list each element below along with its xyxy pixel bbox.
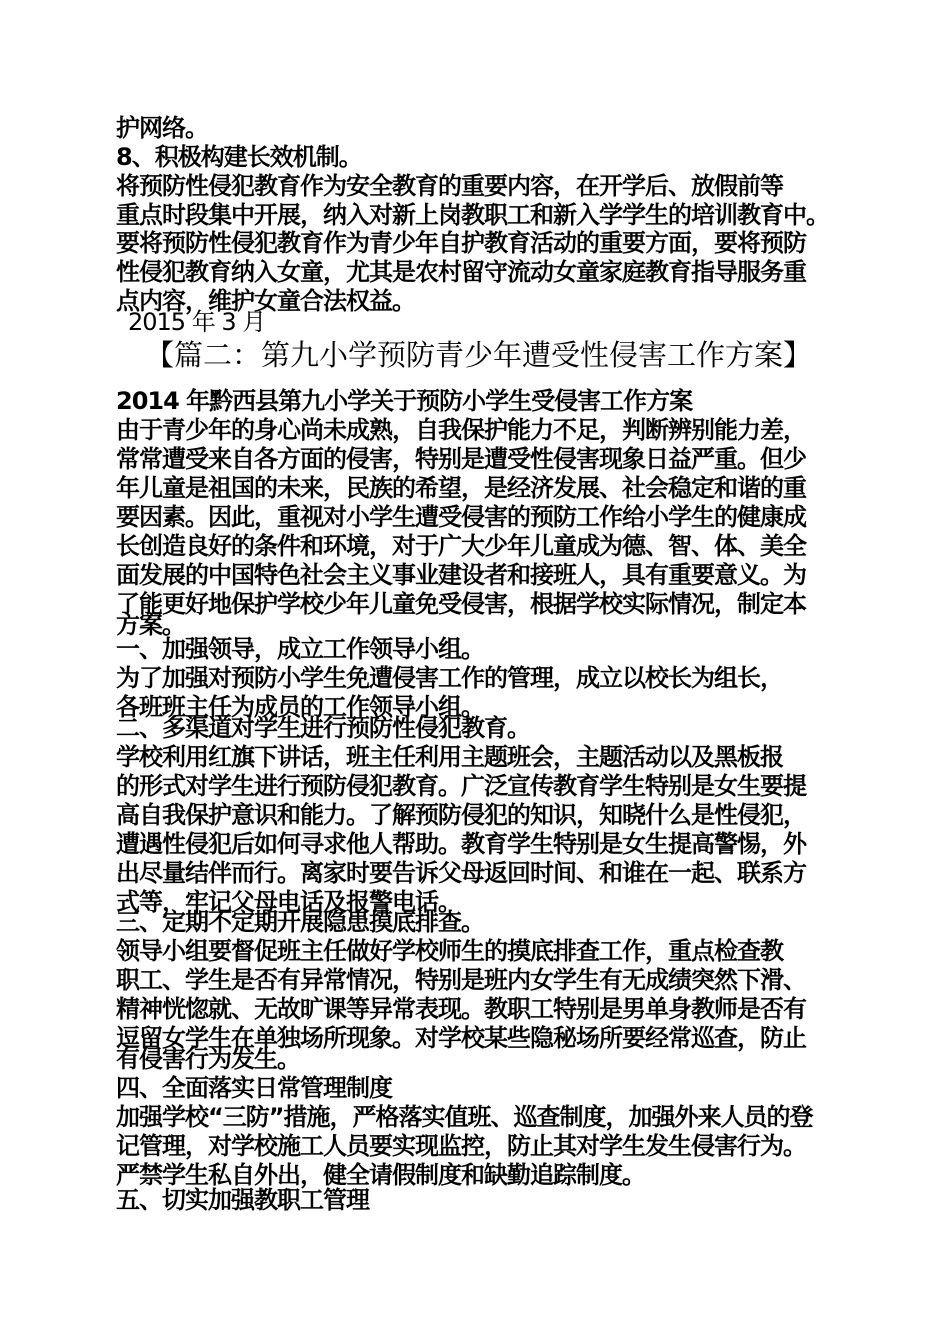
text-line: 重点时段集中开展，纳入对新上岗教职工和新入学学生的培训教育中。 <box>116 201 829 229</box>
text-line: 为了加强对预防小学生免遭侵害工作的管理，成立以校长为组长， <box>116 664 783 692</box>
text-line: 点内容，维护女童合法权益。 <box>116 287 415 315</box>
section-heading: 二、多渠道对学生进行预防性侵犯教育。 <box>116 714 530 742</box>
text-line: 性侵犯教育纳入女童，尤其是农村留守流动女童家庭教育指导服务重 <box>116 258 806 286</box>
text-line: 护网络。 <box>116 114 208 142</box>
text-line: 严禁学生私自外出，健全请假制度和缺勤追踪制度。 <box>116 1161 645 1189</box>
text-line: 了能更好地保护学校少年儿童免受侵害，根据学校实际情况，制定本 <box>116 590 806 618</box>
text-line: 精神恍惚就、无故旷课等异常表现。教职工特别是男单身教师是否有 <box>116 995 806 1023</box>
text-line: 职工、学生是否有异常情况，特别是班内女学生有无成绩突然下滑、 <box>116 966 806 994</box>
text-line: 常常遭受来自各方面的侵害，特别是遭受性侵害现象日益严重。但少 <box>116 445 806 473</box>
text-line: 要将预防性侵犯教育作为青少年自护教育活动的重要方面，要将预防 <box>116 229 806 257</box>
section-heading: 四、全面落实日常管理制度 <box>116 1074 392 1102</box>
text-line: 遭遇性侵犯后如何寻求他人帮助。教育学生特别是女生提高警惕，外 <box>116 830 806 858</box>
text-line: 各班班主任为成员的工作领导小组。 <box>116 693 484 721</box>
text-line: 要因素。因此，重视对小学生遭受侵害的预防工作给小学生的健康成 <box>116 503 806 531</box>
text-line: 面发展的中国特色社会主义事业建设者和接班人，具有重要意义。为 <box>116 561 806 589</box>
section-heading: 一、加强领导，成立工作领导小组。 <box>116 635 484 663</box>
article-subtitle: 2014 年黔西县第九小学关于预防小学生受侵害工作方案 <box>116 387 693 415</box>
text-line: 高自我保护意识和能力。了解预防侵犯的知识，知晓什么是性侵犯， <box>116 801 806 829</box>
text-line: 记管理，对学校施工人员要实现监控，防止其对学生发生侵害行为。 <box>116 1132 806 1160</box>
text-line: 的形式对学生进行预防侵犯教育。广泛宣传教育学生特别是女生要提 <box>116 772 806 800</box>
text-line: 式等，牢记父母电话及报警电话。 <box>116 888 461 916</box>
text-line: 逗留女学生在单独场所现象。对学校某些隐秘场所要经常巡查，防止 <box>116 1024 806 1052</box>
text-line: 年儿童是祖国的未来，民族的希望，是经济发展、社会稳定和谐的重 <box>116 474 806 502</box>
text-line: 8、积极构建长效机制。 <box>116 143 362 171</box>
section-heading: 五、切实加强教职工管理 <box>116 1186 369 1214</box>
text-line: 长创造良好的条件和环境，对于广大少年儿童成为德、智、体、美全 <box>116 532 806 560</box>
text-line: 方案。 <box>116 611 185 639</box>
text-line: 出尽量结伴而行。离家时要告诉父母返回时间、和谁在一起、联系方 <box>116 859 806 887</box>
text-line: 学校利用红旗下讲话，班主任利用主题班会，主题活动以及黑板报 <box>116 743 783 771</box>
date-line: 2015 年 3 月 <box>128 308 266 336</box>
text-line: 由于青少年的身心尚未成熟，自我保护能力不足，判断辨别能力差， <box>116 416 806 444</box>
section-heading: 三、定期不定期开展隐患摸底排查。 <box>116 908 484 936</box>
text-line: 将预防性侵犯教育作为安全教育的重要内容，在开学后、放假前等 <box>116 172 783 200</box>
text-line: 加强学校“三防”措施，严格落实值班、巡查制度，加强外来人员的登 <box>116 1103 813 1131</box>
article-heading: 【篇二：第九小学预防青少年遭受性侵害工作方案】 <box>145 338 813 372</box>
text-line: 有侵害行为发生。 <box>116 1045 300 1073</box>
text-line: 领导小组要督促班主任做好学校师生的摸底排查工作，重点检查教 <box>116 937 783 965</box>
